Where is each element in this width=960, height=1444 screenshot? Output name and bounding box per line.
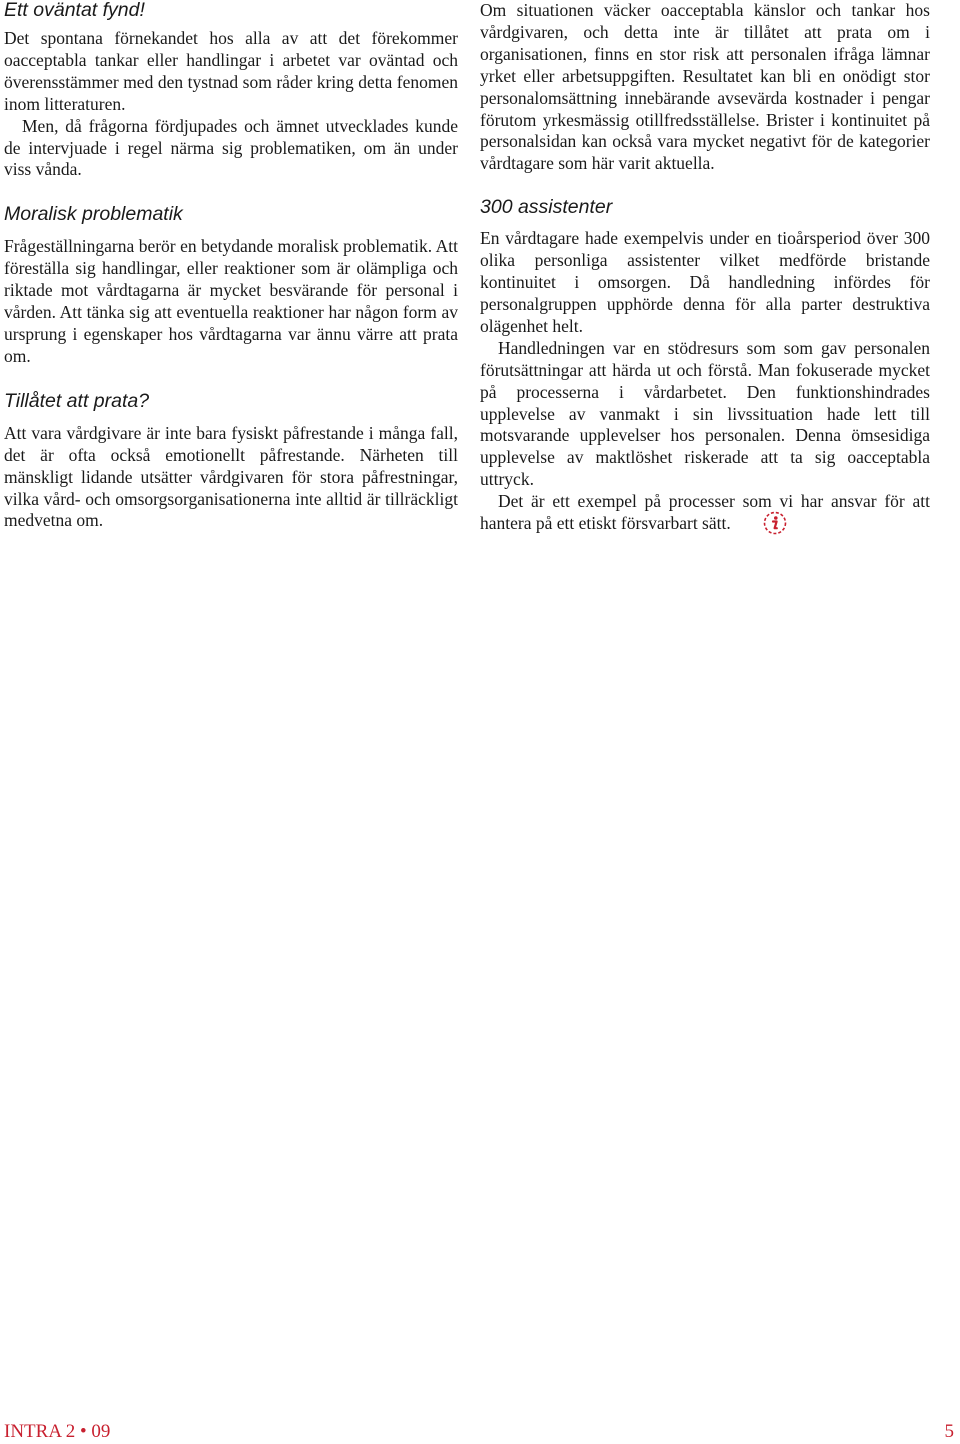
paragraph: Att vara vårdgivare är inte bara fysiskt påfrestande i många fall, det är ofta också emotionellt påfrestande. Närheten till mänskligt lidande utsätter vårdgivaren för stora påfrestningar, vilka vård- och omsorgsorganisationerna inte alltid är tillräckligt medvetna om. [4,422,458,531]
heading-tillatet-att-prata: Tillåtet att prata? [4,389,150,412]
heading-ett-ovantat-fynd: Ett oväntat fynd! [4,0,145,21]
paragraph: Frågeställningarna berör en betydande moralisk problematik. Att föreställa sig handlingar, eller reaktioner som är olämpliga och riktade mot vårdtagarna är mycket besvärande för personal i vården. Att tänka sig att eventuella reaktioner har någon form av ursprung i egenskaper hos vårdtagarna var ännu värre att prata om. [4,236,458,366]
page-number: 5 [944,1421,954,1442]
right-column [480,0,930,537]
heading-moralisk-problematik: Moralisk problematik [4,203,183,226]
paragraph-text: Det är ett exempel på processer som vi har ansvar för att hantera på ett etiskt försvarbart sätt. [480,491,930,534]
left-column [4,0,458,532]
publication-label: INTRA 2 • 09 [4,1421,111,1442]
paragraph: Men, då frågorna fördjupades och ämnet utvecklades kunde de intervjuade i regel närma sig problematiken, om än under viss vånda. [4,115,458,180]
paragraph: Handledningen var en stödresurs som som gav personalen förutsättningar att härda ut och förstå. Man fokuserade mycket på processerna i vårdarbetet. Den funktionshindrades upplevelse av vanmakt i sin livssituation hade lett till motsvarande upplevelser hos personalen. Denna ömsesidiga upplevelse av maktlöshet riskerade att ta sig oacceptabla uttryck. [480,337,930,490]
paragraph-last [480,491,930,537]
info-icon [745,511,769,535]
heading-300-assistenter: 300 assistenter [480,196,613,219]
page-footer [4,1420,956,1444]
paragraph: Det spontana förnekandet hos alla av att det förekommer oacceptabla tankar eller handlingar i arbetet var oväntad och överensstämmer med den tystnad som råder kring detta fenomen inom litteraturen. [4,28,458,114]
paragraph: En vårdtagare hade exempelvis under en tioårsperiod över 300 olika personliga assistenter vilket medförde bristande kontinuitet i omsorgen. Då handledning infördes för personalgruppen upphörde denna för alla parter destruktiva olägenhet helt. [480,228,930,336]
paragraph: Om situationen väcker oacceptabla känslor och tankar hos vårdgivaren, och detta inte är tillåtet att prata om i organisationen, finns en stor risk att personalen ifråga lämnar yrket eller arbetsuppgiften. Resultatet kan bli en onödigt stor personalomsättning innebärande avsevärda kostnader i pengar förutom yrkesmässig otillfredsställelse. Brister i kontinuitet på personalsidan kan också vara mycket negativt för de kategorier vårdtagare som här varit aktuella. [480,0,930,174]
